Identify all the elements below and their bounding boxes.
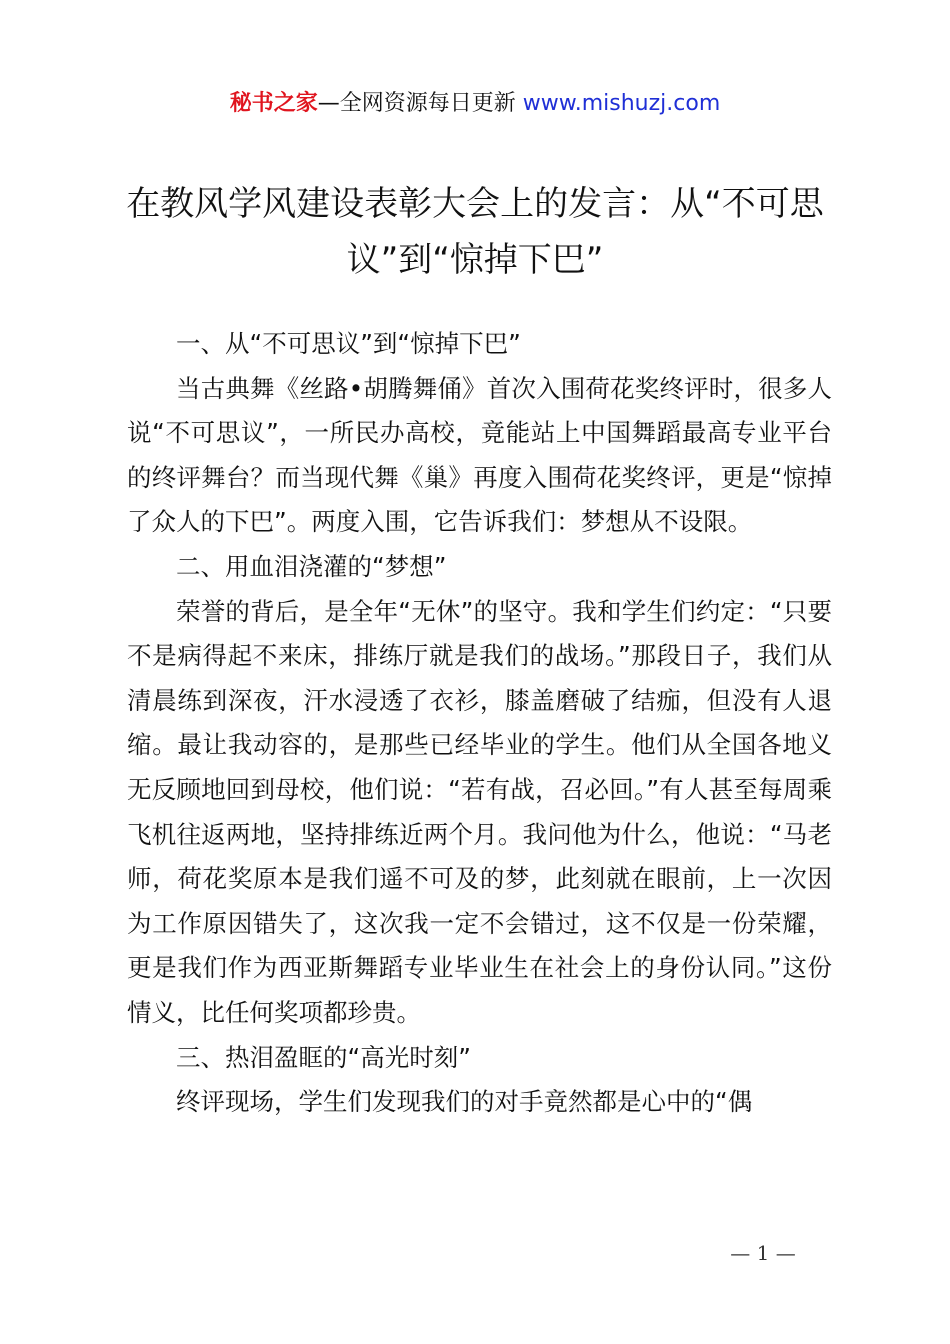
section-heading: 二、用血泪浇灌的“梦想” — [176, 551, 447, 581]
section-heading: 一、从“不可思议”到“惊掉下巴” — [176, 329, 521, 358]
section-heading: 三、热泪盈眶的“高光时刻” — [176, 1042, 471, 1072]
site-brand: 秘书之家 — [229, 91, 318, 116]
site-header — [0, 88, 950, 120]
site-url-link[interactable]: www.mishuzj.com — [522, 91, 721, 116]
site-slogan: —全网资源每日更新 — [317, 91, 523, 116]
body-paragraph: 当古典舞《丝路•胡腾舞俑》首次入围荷花奖终评时，很多人说“不可思议”，一所民办高校，竟能站上中国舞蹈最高专业平台的终评舞台？而当现代舞《巢》再度入围荷花奖终评，更是“惊掉了众人的下巴”。两度入围，它告诉我们：梦想从不设限。 — [127, 373, 832, 537]
document-title: 在教风学风建设表彰大会上的发言：从“不可思议”到“惊掉下巴” — [126, 184, 824, 280]
page-number: — 1 — — [730, 1241, 796, 1265]
body-paragraph: 终评现场，学生们发现我们的对手竟然都是心中的“偶 — [176, 1087, 753, 1117]
document-body — [127, 322, 832, 1125]
body-paragraph: 荣誉的背后，是全年“无休”的坚守。我和学生们约定：“只要不是病得起不来床，排练厅就是我们的战场。”那段日子，我们从清晨练到深夜，汗水浸透了衣衫，膝盖磨破了结痂，但没有人退缩。最让我动容的，是那些已经毕业的学生。他们从全国各地义无反顾地回到母校，他们说：“若有战，召必回。”有人甚至每周乘飞机往返两地，坚持排练近两个月。我问他为什么，他说：“马老师，荷花奖原本是我们遥不可及的梦，此刻就在眼前，上一次因为工作原因错失了，这次我一定不会错过，这不仅是一份荣耀，更是我们作为西亚斯舞蹈专业毕业生在社会上的身份认同。”这份情义，比任何奖项都珍贵。 — [127, 596, 832, 1027]
